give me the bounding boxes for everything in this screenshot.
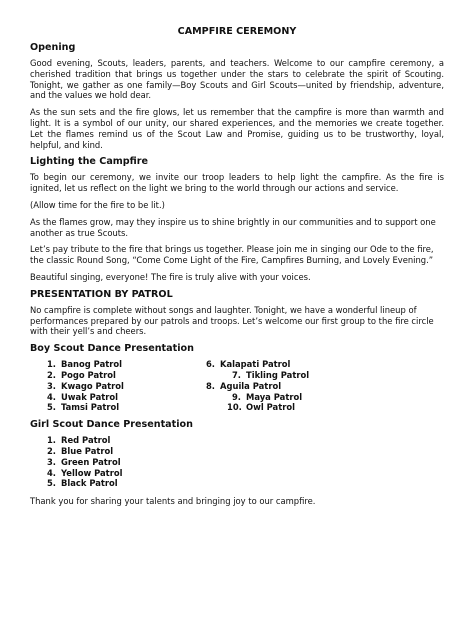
list-item [201, 359, 371, 370]
section-heading-lighting: Lighting the Campfire [30, 156, 149, 168]
section-heading-boy-scout: Boy Scout Dance Presentation [30, 343, 194, 355]
list-number: 10. [227, 402, 242, 413]
patrol-name: Blue Patrol [61, 445, 114, 456]
section-heading-girl-scout: Girl Scout Dance Presentation [30, 419, 193, 431]
patrol-name: Pogo Patrol [61, 369, 116, 380]
list-number: 7. [231, 369, 241, 380]
list-item [42, 478, 444, 489]
patrol-name: Banog Patrol [61, 359, 122, 370]
list-item [201, 392, 371, 403]
list-number: 2. [46, 369, 56, 380]
section-heading-presentation: PRESENTATION BY PATROL [30, 288, 173, 300]
list-item [42, 446, 444, 457]
list-item [42, 402, 201, 413]
patrol-name: Yellow Patrol [61, 467, 123, 478]
list-item [42, 381, 201, 392]
list-number: 4. [46, 467, 56, 478]
list-number: 2. [46, 445, 56, 456]
list-number: 9. [231, 391, 241, 402]
stage-direction: (Allow time for the fire to be lit.) [30, 199, 165, 210]
patrol-name: Tikling Patrol [246, 369, 310, 380]
list-number: 1. [46, 359, 56, 370]
paragraph: No campfire is complete without songs and laughter. Tonight, we have a wonderful lineup of performances prepared by our patrols and troops. Let’s welcome our first group to the fire circle with their yell’s and cheers. [30, 304, 434, 337]
list-number: 8. [205, 380, 215, 391]
list-item [42, 392, 201, 403]
patrol-column-1 [30, 359, 201, 413]
patrol-name: Aguila Patrol [220, 380, 282, 391]
patrol-name: Black Patrol [61, 478, 118, 489]
list-number: 5. [46, 402, 56, 413]
list-item [42, 457, 444, 468]
list-number: 6. [205, 359, 215, 370]
patrol-column-2 [201, 359, 371, 413]
list-item [42, 435, 444, 446]
list-number: 3. [46, 380, 56, 391]
list-number: 4. [46, 391, 56, 402]
patrol-name: Green Patrol [61, 456, 121, 467]
document-title: CAMPFIRE CEREMONY [177, 26, 297, 37]
paragraph: To begin our ceremony, we invite our troop leaders to help light the campfire. As the fire is ignited, let us reflect on the light we bring to the world through our actions and service. [30, 172, 444, 194]
section-heading-opening: Opening [30, 42, 76, 53]
patrol-name: Owl Patrol [246, 402, 295, 413]
patrol-name: Kalapati Patrol [220, 359, 291, 370]
girl-scout-patrol-list [30, 435, 444, 489]
list-number: 1. [46, 435, 56, 446]
list-item [42, 359, 201, 370]
list-item [42, 370, 201, 381]
list-item [201, 370, 371, 381]
paragraph: Beautiful singing, everyone! The fire is truly alive with your voices. [30, 271, 311, 282]
list-item [201, 402, 371, 413]
patrol-name: Kwago Patrol [61, 380, 124, 391]
list-number: 3. [46, 456, 56, 467]
list-item [201, 381, 371, 392]
closing-paragraph: Thank you for sharing your talents and bringing joy to our campfire. [30, 496, 316, 507]
paragraph: As the sun sets and the fire glows, let us remember that the campfire is more than warmth and light. It is a symbol of our unity, our shared experiences, and the memories we create together. Let the flames remind us of the Scout Law and Promise, guiding us to be trustworthy, loyal, helpful, and kind. [30, 107, 444, 150]
paragraph: Good evening, Scouts, leaders, parents, and teachers. Welcome to our campfire ceremony, a cherished tradition that brings us together under the stars to celebrate the spirit of Scouting. Tonight, we gather as one family—Boy Scouts and Girl Scouts—united by friendship, adventure, and the values we hold dear. [30, 58, 444, 101]
patrol-name: Red Patrol [61, 435, 111, 446]
patrol-name: Tamsi Patrol [61, 402, 120, 413]
patrol-name: Uwak Patrol [61, 391, 118, 402]
list-item [42, 468, 444, 479]
patrol-name: Maya Patrol [246, 391, 303, 402]
paragraph: Let’s pay tribute to the fire that brings us together. Please join me in singing our Ode to the fire, the classic Round Song, “Come Come Light of the Fire, Campfires Burning, and Lovely Evening.” [30, 244, 434, 266]
list-number: 5. [46, 478, 56, 489]
boy-scout-patrol-list [30, 359, 444, 413]
paragraph: As the flames grow, may they inspire us to shine brightly in our communities and to support one another as true Scouts. [30, 216, 436, 238]
